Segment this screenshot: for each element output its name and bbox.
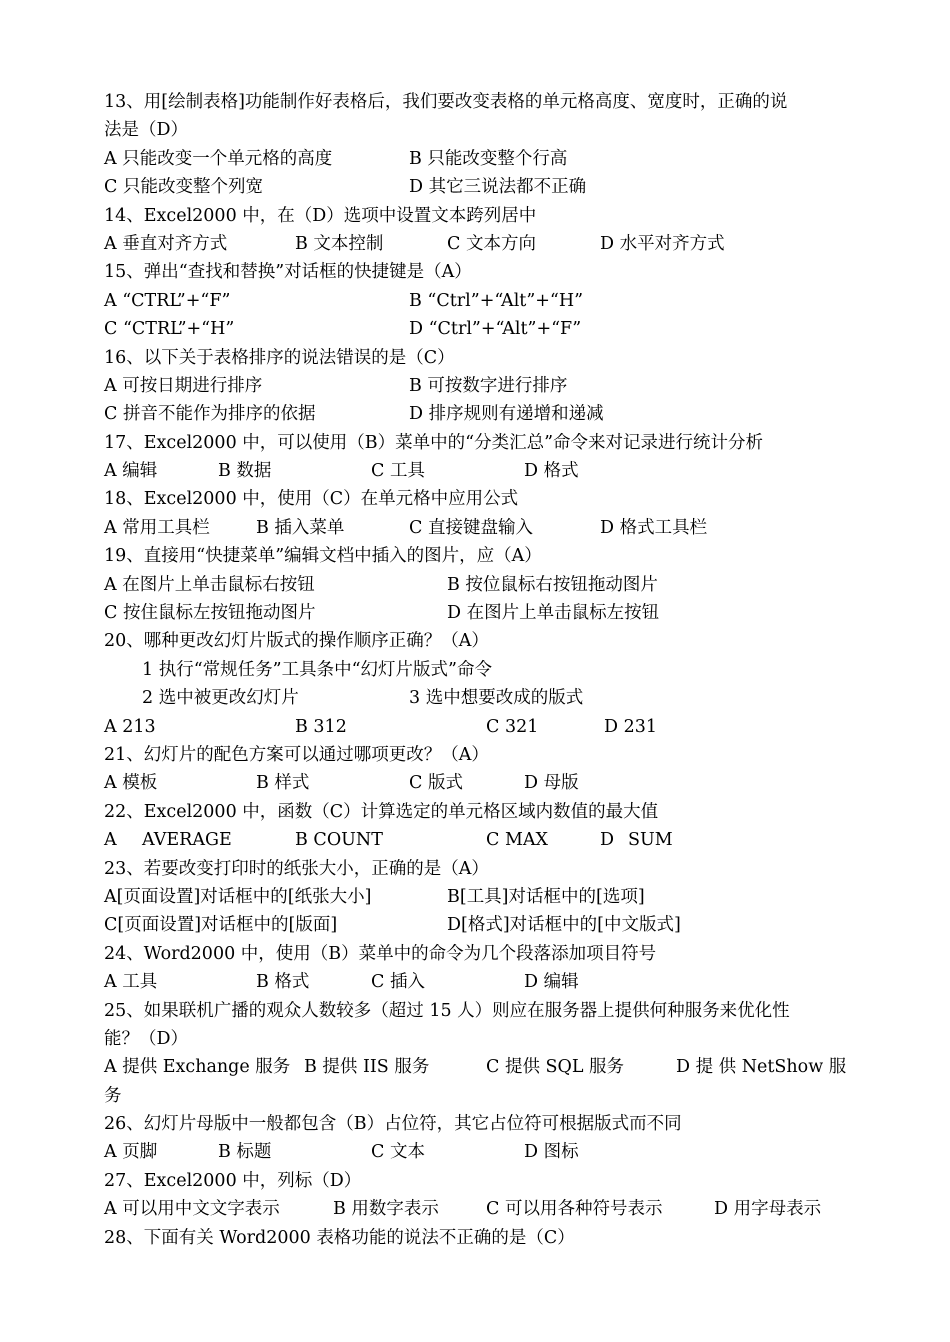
option-a: A 在图片上单击鼠标右按钮 (104, 574, 315, 595)
steps-row (104, 684, 850, 712)
question-16: 16、以下关于表格排序的说法错误的是（C） (104, 347, 455, 368)
options-row (104, 372, 850, 400)
option-c: C 直接键盘输入 (409, 517, 533, 538)
option-a: A “CTRL”+“F” (104, 290, 231, 311)
options-row (104, 315, 850, 343)
option-b: B 格式 (256, 972, 310, 993)
question-13-cont: 法是（D） (104, 120, 189, 141)
option-a-letter: A (104, 830, 117, 851)
option-d: D[格式]对话框中的[中文版式] (447, 915, 681, 936)
option-d: D 图标 (524, 1142, 579, 1163)
option-c: C 提供 SQL 服务 (486, 1057, 625, 1078)
options-row (104, 400, 850, 428)
option-b: B 样式 (256, 773, 310, 794)
question-list (104, 88, 850, 1252)
option-d: D 其它三说法都不正确 (409, 177, 587, 198)
options-row (104, 968, 850, 996)
option-c: C MAX (486, 830, 548, 851)
question-17: 17、Excel2000 中，可以使用（B）菜单中的“分类汇总”命令来对记录进行统计分析 (104, 432, 764, 453)
option-d-text: SUM (628, 830, 673, 851)
options-row (104, 145, 850, 173)
option-d: D 231 (604, 716, 657, 737)
option-b: B 可按数字进行排序 (409, 375, 568, 396)
option-b: B[工具]对话框中的[选项] (447, 886, 645, 907)
option-b: B 插入菜单 (256, 517, 345, 538)
option-c: C 321 (486, 716, 539, 737)
option-a: A 页脚 (104, 1142, 158, 1163)
option-d: D 提 供 NetShow 服 (676, 1057, 847, 1078)
option-c: C[页面设置]对话框中的[版面] (104, 915, 338, 936)
option-a: A 可以用中文文字表示 (104, 1199, 280, 1220)
options-row (104, 599, 850, 627)
question-27: 27、Excel2000 中，列标（D） (104, 1170, 362, 1191)
option-c: C 工具 (371, 461, 425, 482)
option-d: D 用字母表示 (714, 1199, 822, 1220)
option-a: A 213 (104, 716, 156, 737)
option-a: A[页面设置]对话框中的[纸张大小] (104, 886, 372, 907)
options-row (104, 1195, 850, 1223)
question-20: 20、哪种更改幻灯片版式的操作顺序正确？（A） (104, 631, 489, 652)
option-b: B 提供 IIS 服务 (304, 1057, 430, 1078)
options-row (104, 713, 850, 741)
option-d-letter: D (600, 830, 615, 851)
question-19: 19、直接用“快捷菜单”编辑文档中插入的图片，应（A） (104, 546, 542, 567)
option-a: A 模板 (104, 773, 158, 794)
option-a: A 编辑 (104, 461, 158, 482)
question-23: 23、若要改变打印时的纸张大小，正确的是（A） (104, 858, 489, 879)
option-d: D 格式工具栏 (600, 517, 708, 538)
option-c: C 按住鼠标左按钮拖动图片 (104, 603, 316, 624)
option-a: A 提供 Exchange 服务 (104, 1057, 291, 1078)
question-25-cont: 能？（D） (104, 1028, 189, 1049)
options-row (104, 883, 850, 911)
option-a: A 只能改变一个单元格的高度 (104, 148, 333, 169)
option-d: D 在图片上单击鼠标左按钮 (447, 603, 660, 624)
question-15: 15、弹出“查找和替换”对话框的快捷键是（A） (104, 262, 472, 283)
option-b: B 文本控制 (295, 233, 384, 254)
question-24: 24、Word2000 中，使用（B）菜单中的命令为几个段落添加项目符号 (104, 943, 657, 964)
option-d: D 格式 (524, 461, 579, 482)
option-a: A 垂直对齐方式 (104, 233, 228, 254)
option-b: B “Ctrl”+“Alt”+“H” (409, 290, 584, 311)
options-row (104, 457, 850, 485)
options-row (104, 911, 850, 939)
option-d: D 编辑 (524, 972, 579, 993)
step-3: 3 选中想要改成的版式 (409, 688, 584, 709)
option-b: B 按位鼠标右按钮拖动图片 (447, 574, 658, 595)
question-26: 26、幻灯片母版中一般都包含（B）占位符，其它占位符可根据版式而不同 (104, 1114, 682, 1135)
option-c: C 插入 (371, 972, 425, 993)
option-d: D 水平对齐方式 (600, 233, 725, 254)
step-2: 2 选中被更改幻灯片 (142, 688, 299, 709)
option-c: C 版式 (409, 773, 463, 794)
options-row (104, 173, 850, 201)
option-d: D 母版 (524, 773, 579, 794)
option-c: C “CTRL”+“H” (104, 319, 235, 340)
option-c: C 拼音不能作为排序的依据 (104, 404, 316, 425)
option-b: B 用数字表示 (333, 1199, 439, 1220)
step-1: 1 执行“常规任务”工具条中“幻灯片版式”命令 (142, 659, 492, 680)
option-c: C 文本方向 (447, 233, 536, 254)
option-d: D 排序规则有递增和递减 (409, 404, 604, 425)
options-row (104, 769, 850, 797)
question-14: 14、Excel2000 中，在（D）选项中设置文本跨列居中 (104, 205, 537, 226)
option-b: B 312 (295, 716, 347, 737)
options-row (104, 1053, 850, 1081)
option-a: A 工具 (104, 972, 158, 993)
options-row (104, 1138, 850, 1166)
question-28: 28、下面有关 Word2000 表格功能的说法不正确的是（C） (104, 1227, 575, 1248)
option-a-text: AVERAGE (142, 830, 232, 851)
option-d: D “Ctrl”+“Alt”+“F” (409, 319, 582, 340)
option-b: B 标题 (218, 1142, 272, 1163)
option-c: C 可以用各种符号表示 (486, 1199, 663, 1220)
option-a: A 可按日期进行排序 (104, 375, 263, 396)
options-row (104, 826, 850, 854)
question-13: 13、用[绘制表格]功能制作好表格后，我们要改变表格的单元格高度、宽度时，正确的说 (104, 92, 788, 112)
option-a: A 常用工具栏 (104, 517, 210, 538)
options-row (104, 230, 850, 258)
option-c: C 只能改变整个列宽 (104, 177, 263, 198)
options-row (104, 571, 850, 599)
option-c: C 文本 (371, 1142, 425, 1163)
question-25: 25、如果联机广播的观众人数较多（超过 15 人）则应在服务器上提供何种服务来优化性 (104, 1000, 790, 1021)
option-d-cont: 务 (104, 1085, 122, 1106)
option-b: B 只能改变整个行高 (409, 148, 568, 169)
question-21: 21、幻灯片的配色方案可以通过哪项更改？（A） (104, 744, 489, 765)
question-22: 22、Excel2000 中，函数（C）计算选定的单元格区域内数值的最大值 (104, 801, 659, 822)
option-b: B COUNT (295, 830, 383, 851)
options-row (104, 514, 850, 542)
option-b: B 数据 (218, 461, 272, 482)
options-row (104, 287, 850, 315)
question-18: 18、Excel2000 中，使用（C）在单元格中应用公式 (104, 489, 519, 510)
